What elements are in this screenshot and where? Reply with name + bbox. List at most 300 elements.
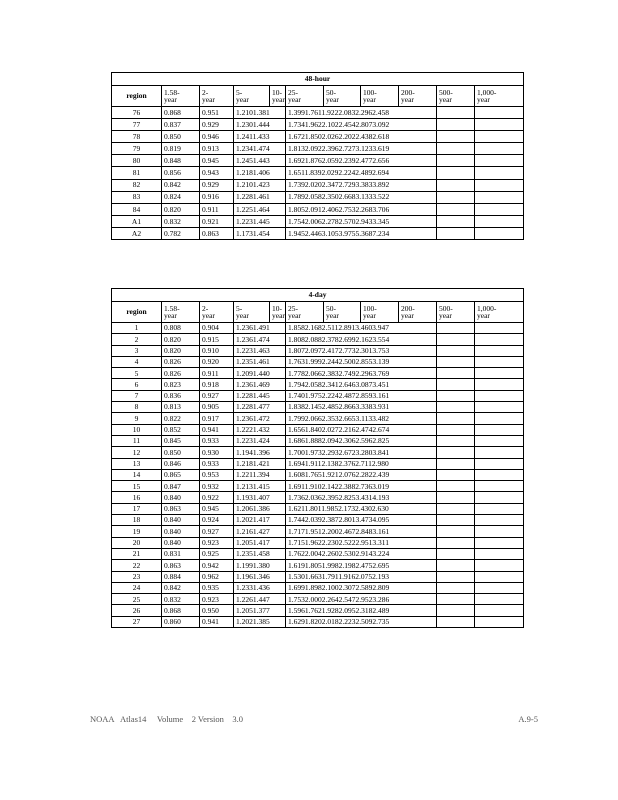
- table-row: [112, 379, 524, 390]
- region-cell: 15: [112, 481, 162, 492]
- column-header-line: year: [439, 95, 452, 104]
- empty-cell: [475, 143, 524, 155]
- table-row: [112, 435, 524, 446]
- value-cell: 1.6211.8011.9852.1732.4302.630: [286, 503, 437, 514]
- value-cell: 0.836: [162, 390, 200, 401]
- value-cell: 1.2361.491: [234, 323, 286, 334]
- region-cell: 7: [112, 390, 162, 401]
- empty-cell: [475, 167, 524, 179]
- empty-cell: [475, 481, 524, 492]
- value-cell: 1.2451.443: [234, 155, 286, 167]
- table-4-day: [111, 288, 524, 628]
- column-header-line: 1,000-: [477, 303, 497, 313]
- value-cell: 1.2281.445: [234, 390, 286, 401]
- region-cell: A1: [112, 215, 162, 227]
- value-cell: 0.863: [162, 503, 200, 514]
- column-header: [270, 302, 286, 323]
- value-cell: 0.782: [162, 227, 200, 239]
- value-cell: 1.2351.461: [234, 356, 286, 367]
- empty-cell: [475, 402, 524, 413]
- value-cell: 0.942: [200, 560, 234, 571]
- value-cell: 1.9452.4463.1053.9755.3687.234: [286, 227, 437, 239]
- value-cell: 0.840: [162, 526, 200, 537]
- empty-cell: [475, 119, 524, 131]
- column-header: [234, 302, 270, 323]
- region-cell: 12: [112, 447, 162, 458]
- table-body: [112, 323, 524, 628]
- value-cell: 0.911: [200, 368, 234, 379]
- column-header-line: year: [363, 311, 376, 320]
- column-header-line: year: [363, 95, 376, 104]
- empty-cell: [437, 368, 475, 379]
- value-cell: 0.916: [200, 191, 234, 203]
- region-cell: 6: [112, 379, 162, 390]
- value-cell: 1.6991.8982.1002.3072.5892.809: [286, 582, 437, 593]
- value-cell: 0.863: [162, 560, 200, 571]
- empty-cell: [475, 582, 524, 593]
- region-cell: 23: [112, 571, 162, 582]
- empty-cell: [475, 515, 524, 526]
- value-cell: 1.1941.396: [234, 447, 286, 458]
- empty-cell: [437, 560, 475, 571]
- value-cell: 0.918: [200, 379, 234, 390]
- column-header-line: 100-: [363, 87, 377, 97]
- value-cell: 0.826: [162, 368, 200, 379]
- table-title: 48-hour: [112, 73, 524, 86]
- column-header: [324, 86, 361, 107]
- value-cell: 0.820: [162, 203, 200, 215]
- empty-cell: [475, 191, 524, 203]
- column-header-line: year: [477, 311, 490, 320]
- value-cell: 0.856: [162, 167, 200, 179]
- value-cell: 0.915: [200, 334, 234, 345]
- value-cell: 1.6921.8762.0592.2392.4772.656: [286, 155, 437, 167]
- value-cell: 0.840: [162, 537, 200, 548]
- column-header-line: 1,000-: [477, 87, 497, 97]
- table-row: [112, 571, 524, 582]
- empty-cell: [475, 571, 524, 582]
- column-header: [437, 302, 475, 323]
- empty-cell: [475, 492, 524, 503]
- value-cell: 1.7392.0202.3472.7293.3833.892: [286, 179, 437, 191]
- value-cell: 1.7992.0662.3532.6653.1133.482: [286, 413, 437, 424]
- empty-cell: [437, 379, 475, 390]
- value-cell: 0.813: [162, 402, 200, 413]
- empty-cell: [437, 155, 475, 167]
- empty-cell: [475, 469, 524, 480]
- value-cell: 1.7401.9752.2242.4872.8593.161: [286, 390, 437, 401]
- empty-cell: [437, 548, 475, 559]
- value-cell: 1.2061.386: [234, 503, 286, 514]
- table-row: [112, 447, 524, 458]
- value-cell: 0.808: [162, 323, 200, 334]
- region-cell: 80: [112, 155, 162, 167]
- empty-cell: [437, 356, 475, 367]
- region-cell: 1: [112, 323, 162, 334]
- empty-cell: [475, 413, 524, 424]
- region-header: region: [112, 86, 162, 107]
- value-cell: 1.1931.407: [234, 492, 286, 503]
- value-cell: 1.8082.0882.3782.6992.1623.554: [286, 334, 437, 345]
- table-body: [112, 107, 524, 240]
- region-header: region: [112, 302, 162, 323]
- column-header-line: year: [326, 311, 339, 320]
- value-cell: 1.1961.346: [234, 571, 286, 582]
- column-header-line: year: [288, 95, 301, 104]
- column-header: [324, 302, 361, 323]
- column-header-line: 100-: [363, 303, 377, 313]
- value-cell: 0.846: [162, 458, 200, 469]
- value-cell: 1.2361.474: [234, 334, 286, 345]
- table-row: [112, 515, 524, 526]
- region-cell: 76: [112, 107, 162, 119]
- value-cell: 0.946: [200, 131, 234, 143]
- value-cell: 1.7892.0582.3502.6683.1333.522: [286, 191, 437, 203]
- value-cell: 0.951: [200, 107, 234, 119]
- table-48-hour: [111, 72, 524, 240]
- column-header-line: 10-: [272, 87, 282, 97]
- empty-cell: [475, 548, 524, 559]
- value-cell: 0.865: [162, 469, 200, 480]
- value-cell: 0.842: [162, 179, 200, 191]
- empty-cell: [475, 179, 524, 191]
- column-header-line: year: [236, 95, 249, 104]
- value-cell: 1.6291.8202.0182.2232.5092.735: [286, 616, 437, 627]
- value-cell: 1.7171.9512.2002.4672.8483.161: [286, 526, 437, 537]
- table-row: [112, 334, 524, 345]
- table-row: [112, 179, 524, 191]
- table-row: [112, 167, 524, 179]
- value-cell: 0.823: [162, 379, 200, 390]
- column-header: [399, 86, 437, 107]
- value-cell: 0.904: [200, 323, 234, 334]
- value-cell: 0.840: [162, 492, 200, 503]
- empty-cell: [437, 435, 475, 446]
- empty-cell: [475, 435, 524, 446]
- column-header-line: year: [439, 311, 452, 320]
- region-cell: 24: [112, 582, 162, 593]
- column-header: [437, 86, 475, 107]
- region-cell: 11: [112, 435, 162, 446]
- region-cell: 22: [112, 560, 162, 571]
- value-cell: 0.943: [200, 167, 234, 179]
- column-header-line: 500-: [439, 87, 453, 97]
- empty-cell: [437, 605, 475, 616]
- header-row: [112, 86, 524, 107]
- region-cell: 81: [112, 167, 162, 179]
- empty-cell: [475, 605, 524, 616]
- region-cell: 78: [112, 131, 162, 143]
- empty-cell: [475, 560, 524, 571]
- value-cell: 0.923: [200, 594, 234, 605]
- value-cell: 0.941: [200, 616, 234, 627]
- value-cell: 0.933: [200, 458, 234, 469]
- region-cell: 2: [112, 334, 162, 345]
- value-cell: 1.2331.436: [234, 582, 286, 593]
- column-header: [286, 302, 324, 323]
- value-cell: 0.863: [200, 227, 234, 239]
- value-cell: 0.884: [162, 571, 200, 582]
- region-cell: 83: [112, 191, 162, 203]
- value-cell: 1.6911.9102.1422.3882.7363.019: [286, 481, 437, 492]
- empty-cell: [475, 537, 524, 548]
- value-cell: 0.911: [200, 203, 234, 215]
- column-header: [286, 86, 324, 107]
- table-row: [112, 203, 524, 215]
- column-header-line: 1.58-: [164, 303, 180, 313]
- value-cell: 0.826: [162, 356, 200, 367]
- column-header-line: 50-: [326, 303, 336, 313]
- value-cell: 1.2261.447: [234, 594, 286, 605]
- column-header-line: 1.58-: [164, 87, 180, 97]
- empty-cell: [437, 227, 475, 239]
- region-cell: 19: [112, 526, 162, 537]
- empty-cell: [437, 413, 475, 424]
- value-cell: 1.2231.424: [234, 435, 286, 446]
- value-cell: 1.7362.0362.3952.8253.4314.193: [286, 492, 437, 503]
- table-row: [112, 560, 524, 571]
- value-cell: 1.2341.474: [234, 143, 286, 155]
- value-cell: 1.6191.8051.9982.1982.4752.695: [286, 560, 437, 571]
- table-row: [112, 492, 524, 503]
- empty-cell: [475, 447, 524, 458]
- empty-cell: [437, 179, 475, 191]
- column-header-line: year: [164, 95, 177, 104]
- column-header-line: 200-: [401, 303, 415, 313]
- table-row: [112, 582, 524, 593]
- value-cell: 0.831: [162, 548, 200, 559]
- table-row: [112, 548, 524, 559]
- column-header-line: 25-: [288, 303, 298, 313]
- region-cell: 20: [112, 537, 162, 548]
- table-row: [112, 323, 524, 334]
- column-header-line: year: [401, 95, 414, 104]
- empty-cell: [475, 334, 524, 345]
- column-header-line: 5-: [236, 303, 243, 313]
- value-cell: 1.2211.394: [234, 469, 286, 480]
- value-cell: 0.925: [200, 548, 234, 559]
- table-row: [112, 458, 524, 469]
- region-cell: 84: [112, 203, 162, 215]
- table-row: [112, 368, 524, 379]
- empty-cell: [437, 469, 475, 480]
- empty-cell: [475, 215, 524, 227]
- value-cell: 1.2091.440: [234, 368, 286, 379]
- empty-cell: [475, 503, 524, 514]
- value-cell: 0.820: [162, 334, 200, 345]
- value-cell: 0.832: [162, 215, 200, 227]
- empty-cell: [475, 203, 524, 215]
- value-cell: 1.6941.9112.1382.3762.7112.980: [286, 458, 437, 469]
- empty-cell: [475, 390, 524, 401]
- region-cell: 4: [112, 356, 162, 367]
- value-cell: 0.950: [200, 605, 234, 616]
- value-cell: 1.2181.406: [234, 167, 286, 179]
- region-cell: 5: [112, 368, 162, 379]
- value-cell: 0.842: [162, 582, 200, 593]
- value-cell: 1.2021.385: [234, 616, 286, 627]
- column-header-line: 2-: [202, 303, 209, 313]
- empty-cell: [437, 582, 475, 593]
- column-header-line: year: [272, 95, 285, 104]
- value-cell: 1.2251.464: [234, 203, 286, 215]
- column-header-line: year: [236, 311, 249, 320]
- value-cell: 1.2351.458: [234, 548, 286, 559]
- value-cell: 0.824: [162, 191, 200, 203]
- table-row: [112, 143, 524, 155]
- table-row: [112, 356, 524, 367]
- value-cell: 0.924: [200, 515, 234, 526]
- column-header: [162, 86, 200, 107]
- value-cell: 0.819: [162, 143, 200, 155]
- table-row: [112, 107, 524, 119]
- value-cell: 0.945: [200, 503, 234, 514]
- empty-cell: [437, 143, 475, 155]
- column-header: [399, 302, 437, 323]
- table-row: [112, 616, 524, 627]
- empty-cell: [437, 594, 475, 605]
- value-cell: 1.2021.417: [234, 515, 286, 526]
- value-cell: 1.2411.433: [234, 131, 286, 143]
- table-row: [112, 191, 524, 203]
- value-cell: 0.910: [200, 345, 234, 356]
- column-header-line: year: [326, 95, 339, 104]
- value-cell: 1.6721.8502.0262.2022.4382.618: [286, 131, 437, 143]
- value-cell: 1.2051.377: [234, 605, 286, 616]
- region-cell: 26: [112, 605, 162, 616]
- value-cell: 0.822: [162, 413, 200, 424]
- empty-cell: [475, 356, 524, 367]
- value-cell: 1.6561.8402.0272.2162.4742.674: [286, 424, 437, 435]
- value-cell: 1.7442.0392.3872.8013.4734.095: [286, 515, 437, 526]
- region-cell: 17: [112, 503, 162, 514]
- value-cell: 1.1731.454: [234, 227, 286, 239]
- table-row: [112, 481, 524, 492]
- table-row: [112, 605, 524, 616]
- value-cell: 1.2181.421: [234, 458, 286, 469]
- empty-cell: [437, 119, 475, 131]
- value-cell: 0.845: [162, 435, 200, 446]
- empty-cell: [437, 537, 475, 548]
- column-header-line: 5-: [236, 87, 243, 97]
- table-row: [112, 402, 524, 413]
- value-cell: 0.929: [200, 119, 234, 131]
- value-cell: 1.2361.472: [234, 413, 286, 424]
- value-cell: 0.932: [200, 481, 234, 492]
- empty-cell: [475, 594, 524, 605]
- value-cell: 0.922: [200, 492, 234, 503]
- empty-cell: [475, 616, 524, 627]
- table-row: [112, 424, 524, 435]
- value-cell: 1.7341.9622.1022.4542.8073.092: [286, 119, 437, 131]
- value-cell: 1.7782.0662.3832.7492.2963.769: [286, 368, 437, 379]
- column-header: [475, 302, 524, 323]
- region-cell: 9: [112, 413, 162, 424]
- value-cell: 0.840: [162, 515, 200, 526]
- table-title: 4-day: [112, 289, 524, 302]
- value-cell: 1.8072.0972.4172.7732.3013.753: [286, 345, 437, 356]
- value-cell: 1.2281.477: [234, 402, 286, 413]
- empty-cell: [475, 368, 524, 379]
- empty-cell: [437, 107, 475, 119]
- column-header-line: year: [401, 311, 414, 320]
- empty-cell: [475, 227, 524, 239]
- empty-cell: [437, 424, 475, 435]
- value-cell: 1.2361.469: [234, 379, 286, 390]
- column-header: [162, 302, 200, 323]
- value-cell: 0.921: [200, 215, 234, 227]
- empty-cell: [475, 155, 524, 167]
- empty-cell: [475, 323, 524, 334]
- column-header-line: year: [272, 311, 285, 320]
- value-cell: 1.7151.9622.2302.5222.9513.311: [286, 537, 437, 548]
- value-cell: 1.5961.7621.9282.0952.3182.489: [286, 605, 437, 616]
- empty-cell: [437, 571, 475, 582]
- region-cell: 8: [112, 402, 162, 413]
- column-header-line: year: [202, 95, 215, 104]
- region-cell: 82: [112, 179, 162, 191]
- table-row: [112, 345, 524, 356]
- column-header: [475, 86, 524, 107]
- column-header: [361, 86, 399, 107]
- value-cell: 0.941: [200, 424, 234, 435]
- value-cell: 0.920: [200, 356, 234, 367]
- value-cell: 1.8052.0912.4062.7532.2683.706: [286, 203, 437, 215]
- empty-cell: [437, 345, 475, 356]
- column-header-line: year: [202, 311, 215, 320]
- value-cell: 1.2301.444: [234, 119, 286, 131]
- value-cell: 1.6081.7651.9212.0762.2822.439: [286, 469, 437, 480]
- value-cell: 1.5301.6631.7911.9162.0752.193: [286, 571, 437, 582]
- empty-cell: [437, 481, 475, 492]
- column-header: [361, 302, 399, 323]
- region-cell: 79: [112, 143, 162, 155]
- value-cell: 0.962: [200, 571, 234, 582]
- value-cell: 0.923: [200, 537, 234, 548]
- column-header: [200, 86, 234, 107]
- column-header: [200, 302, 234, 323]
- empty-cell: [437, 447, 475, 458]
- value-cell: 0.820: [162, 345, 200, 356]
- empty-cell: [475, 345, 524, 356]
- column-header-line: year: [288, 311, 301, 320]
- value-cell: 1.7001.9732.2932.6723.2803.841: [286, 447, 437, 458]
- table-row: [112, 469, 524, 480]
- value-cell: 1.8132.0922.3962.7273.1233.619: [286, 143, 437, 155]
- empty-cell: [437, 458, 475, 469]
- value-cell: 0.868: [162, 605, 200, 616]
- value-cell: 0.905: [200, 402, 234, 413]
- value-cell: 1.7542.0062.2782.5702.9433.345: [286, 215, 437, 227]
- empty-cell: [437, 334, 475, 345]
- value-cell: 0.927: [200, 526, 234, 537]
- value-cell: 1.2231.445: [234, 215, 286, 227]
- header-row: [112, 302, 524, 323]
- value-cell: 1.2161.427: [234, 526, 286, 537]
- value-cell: 0.917: [200, 413, 234, 424]
- empty-cell: [475, 131, 524, 143]
- empty-cell: [437, 503, 475, 514]
- column-header-line: 25-: [288, 87, 298, 97]
- empty-cell: [437, 215, 475, 227]
- table-row: [112, 390, 524, 401]
- empty-cell: [437, 526, 475, 537]
- empty-cell: [437, 203, 475, 215]
- table-row: [112, 215, 524, 227]
- value-cell: 1.2281.461: [234, 191, 286, 203]
- empty-cell: [437, 167, 475, 179]
- value-cell: 1.7942.0582.3412.6463.0873.451: [286, 379, 437, 390]
